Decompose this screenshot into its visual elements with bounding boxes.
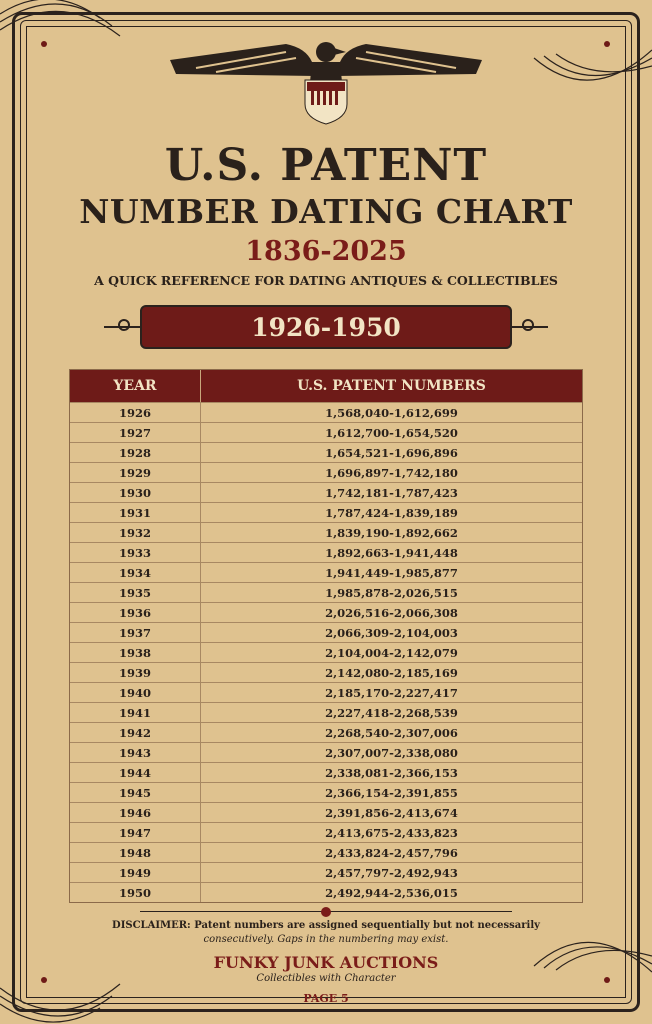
- corner-swirl-icon: [530, 36, 652, 86]
- eagle-emblem-icon: [166, 38, 486, 128]
- patent-range-cell: 2,142,080-2,185,169: [325, 665, 458, 680]
- table-row: [70, 562, 582, 582]
- year-cell: 1926: [70, 403, 201, 422]
- table-row: [70, 802, 582, 822]
- patent-range-cell: 2,338,081-2,366,153: [325, 765, 458, 780]
- disclaimer-continued: consecutively. Gaps in the numbering may exist.: [203, 934, 449, 945]
- patent-range-cell: 2,066,309-2,104,003: [325, 625, 458, 640]
- year-cell: 1928: [70, 443, 201, 462]
- patent-range-cell: 2,026,516-2,066,308: [325, 605, 458, 620]
- patent-range-cell: 1,742,181-1,787,423: [325, 485, 458, 500]
- year-cell: 1930: [70, 483, 201, 502]
- year-cell: 1927: [70, 423, 201, 442]
- patent-range-cell: 2,185,170-2,227,417: [325, 685, 458, 700]
- column-header-patent-numbers: U.S. PATENT NUMBERS: [297, 378, 486, 394]
- patent-range-cell: 1,985,878-2,026,515: [325, 585, 458, 600]
- page-title: U.S. PATENT: [164, 140, 488, 191]
- patent-table: [69, 369, 583, 903]
- year-cell: 1948: [70, 843, 201, 862]
- table-row: [70, 682, 582, 702]
- table-row: [70, 602, 582, 622]
- patent-range-cell: 1,654,521-1,696,896: [325, 445, 458, 460]
- table-row: [70, 422, 582, 442]
- table-row: [70, 482, 582, 502]
- patent-range-cell: 1,568,040-1,612,699: [325, 405, 458, 420]
- table-row: [70, 722, 582, 742]
- corner-dot: [41, 41, 47, 47]
- banner-ring-icon: [118, 319, 130, 331]
- year-cell: 1941: [70, 703, 201, 722]
- table-row: [70, 862, 582, 882]
- year-cell: 1929: [70, 463, 201, 482]
- patent-range-cell: 1,612,700-1,654,520: [325, 425, 458, 440]
- table-header: [70, 370, 582, 402]
- year-cell: 1936: [70, 603, 201, 622]
- table-row: [70, 582, 582, 602]
- patent-range-cell: 2,104,004-2,142,079: [325, 645, 458, 660]
- patent-range-cell: 2,413,675-2,433,823: [325, 825, 458, 840]
- disclaimer: DISCLAIMER: Patent numbers are assigned sequentially but not necessarily: [112, 920, 540, 931]
- patent-range-cell: 2,227,418-2,268,539: [325, 705, 458, 720]
- table-row: [70, 782, 582, 802]
- year-cell: 1932: [70, 523, 201, 542]
- table-row: [70, 622, 582, 642]
- divider-dot: [321, 907, 331, 917]
- year-cell: 1950: [70, 883, 201, 902]
- page-number: PAGE 5: [303, 992, 349, 1005]
- table-row: [70, 522, 582, 542]
- patent-range-cell: 1,892,663-1,941,448: [325, 545, 458, 560]
- table-row: [70, 702, 582, 722]
- corner-swirl-icon: [0, 0, 130, 60]
- table-row: [70, 642, 582, 662]
- brand-tagline: Collectibles with Character: [256, 973, 396, 984]
- year-cell: 1935: [70, 583, 201, 602]
- table-row: [70, 762, 582, 782]
- section-banner: [104, 305, 548, 349]
- year-cell: 1946: [70, 803, 201, 822]
- year-cell: 1937: [70, 623, 201, 642]
- patent-range-cell: 2,268,540-2,307,006: [325, 725, 458, 740]
- year-cell: 1934: [70, 563, 201, 582]
- table-row: [70, 442, 582, 462]
- table-row: [70, 882, 582, 902]
- table-row: [70, 502, 582, 522]
- year-cell: 1933: [70, 543, 201, 562]
- shield-icon: [305, 80, 347, 124]
- patent-range-cell: 2,457,797-2,492,943: [325, 865, 458, 880]
- patent-range-cell: 2,433,824-2,457,796: [325, 845, 458, 860]
- table-row: [70, 842, 582, 862]
- subtitle: A QUICK REFERENCE FOR DATING ANTIQUES & COLLECTIBLES: [94, 273, 558, 288]
- table-row: [70, 662, 582, 682]
- year-cell: 1938: [70, 643, 201, 662]
- patent-range-cell: 1,696,897-1,742,180: [325, 465, 458, 480]
- table-row: [70, 742, 582, 762]
- year-cell: 1949: [70, 863, 201, 882]
- page-title-secondary: NUMBER DATING CHART: [79, 192, 573, 231]
- year-cell: 1931: [70, 503, 201, 522]
- year-cell: 1945: [70, 783, 201, 802]
- corner-dot: [604, 41, 610, 47]
- year-cell: 1940: [70, 683, 201, 702]
- column-header-year: YEAR: [70, 370, 201, 402]
- year-cell: 1939: [70, 663, 201, 682]
- table-row: [70, 402, 582, 422]
- patent-range-cell: 2,366,154-2,391,855: [325, 785, 458, 800]
- section-banner-label: 1926-1950: [140, 305, 512, 349]
- patent-range-cell: 2,492,944-2,536,015: [325, 885, 458, 900]
- year-cell: 1942: [70, 723, 201, 742]
- brand-name: FUNKY JUNK AUCTIONS: [213, 953, 439, 972]
- table-row: [70, 462, 582, 482]
- table-row: [70, 542, 582, 562]
- patent-range-cell: 1,941,449-1,985,877: [325, 565, 458, 580]
- year-cell: 1944: [70, 763, 201, 782]
- year-cell: 1943: [70, 743, 201, 762]
- banner-ring-icon: [522, 319, 534, 331]
- patent-range-cell: 2,307,007-2,338,080: [325, 745, 458, 760]
- patent-range-cell: 2,391,856-2,413,674: [325, 805, 458, 820]
- patent-range-cell: 1,787,424-1,839,189: [325, 505, 458, 520]
- year-cell: 1947: [70, 823, 201, 842]
- year-range: 1836-2025: [245, 236, 407, 267]
- table-body: [70, 402, 582, 902]
- patent-range-cell: 1,839,190-1,892,662: [325, 525, 458, 540]
- table-row: [70, 822, 582, 842]
